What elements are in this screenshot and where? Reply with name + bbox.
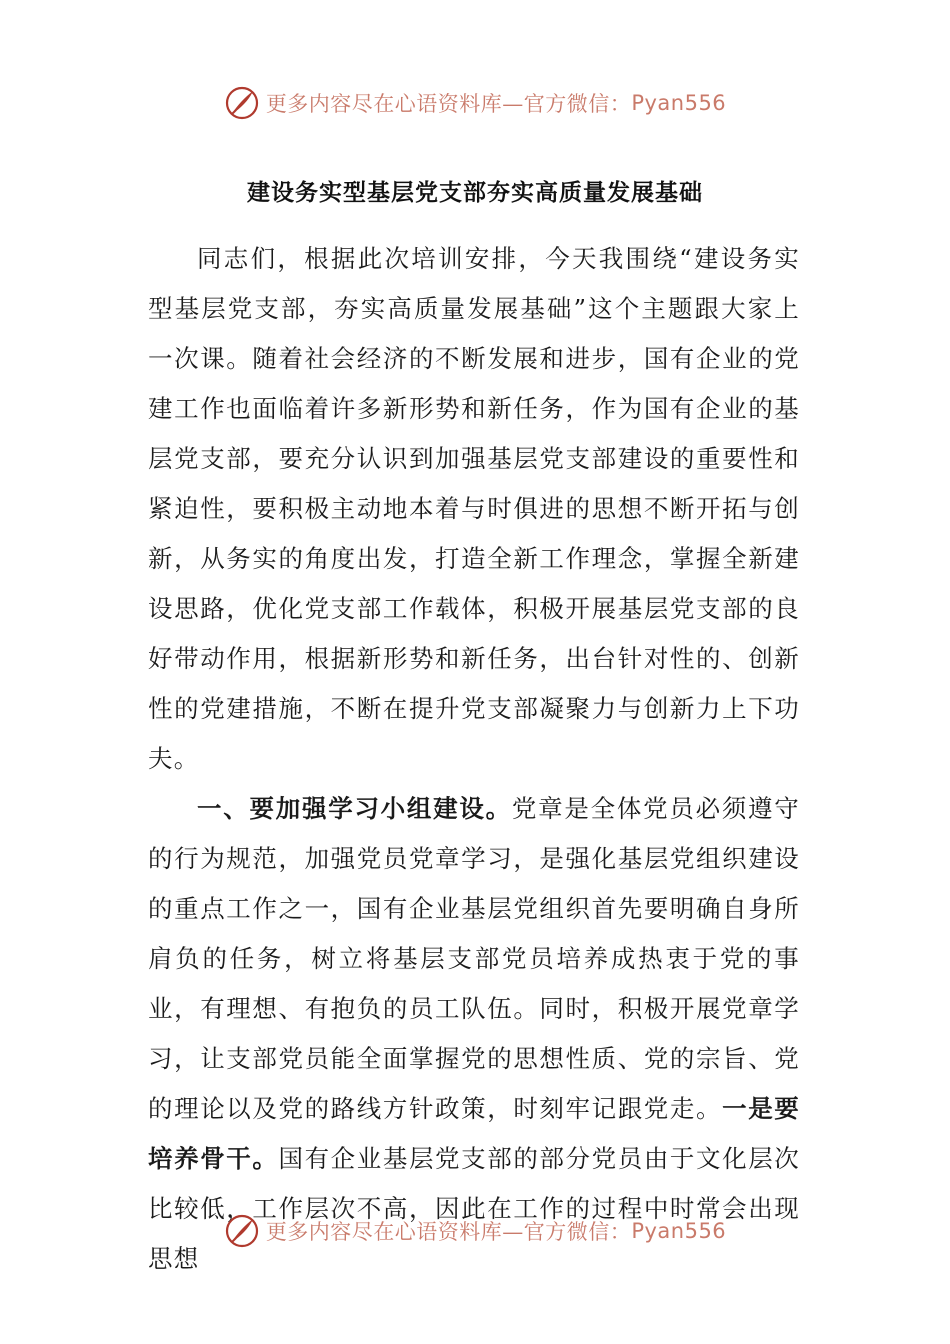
banner-wechat-id: Pyan556 [631,1219,727,1243]
section-heading: 一、要加强学习小组建设。 [197,794,512,823]
banner-text: 更多内容尽在心语资料库—官方微信： [265,92,632,116]
banner-text: 更多内容尽在心语资料库—官方微信： [265,1220,632,1244]
section-text: 党章是全体党员必须遵守的行为规范，加强党员党章学习，是强化基层党组织建设的重点工作之一，国有企业基层党组织首先要明确自身所肩负的任务，树立将基层支部党员培养成热衷于党的事业，有理想、有抱负的员工队伍。同时，积极开展党章学习，让支部党员能全面掌握党的思想性质、党的宗旨、党的理论以及党的路线方针政策，时刻牢记跟党走。 [148,794,800,1123]
header-watermark-banner [0,83,950,123]
subsection-text: 国有企业基层党支部的部分党员由于文化层次比较低，工作层次不高，因此在工作的过程中时常会出现思想 [148,1144,801,1273]
document-body [148,234,800,1284]
footer-watermark-banner [0,1211,950,1251]
quill-seal-icon [224,1213,260,1249]
subsection-heading: 一是要培养骨干。 [148,1094,800,1173]
paragraph-intro: 同志们，根据此次培训安排，今天我围绕“建设务实型基层党支部，夯实高质量发展基础”这个主题跟大家上一次课。随着社会经济的不断发展和进步，国有企业的党建工作也面临着许多新形势和新任务，作为国有企业的基层党支部，要充分认识到加强基层党支部建设的重要性和紧迫性，要积极主动地本着与时俱进的思想不断开拓与创新，从务实的角度出发，打造全新工作理念，掌握全新建设思路，优化党支部工作载体，积极开展基层党支部的良好带动作用，根据新形势和新任务，出台针对性的、创新性的党建措施，不断在提升党支部凝聚力与创新力上下功夫。 [148,244,800,773]
banner-wechat-id: Pyan556 [631,91,727,115]
quill-seal-icon [224,85,260,121]
paragraph-section-1 [148,784,800,1284]
document-title: 建设务实型基层党支部夯实高质量发展基础 [247,180,703,206]
